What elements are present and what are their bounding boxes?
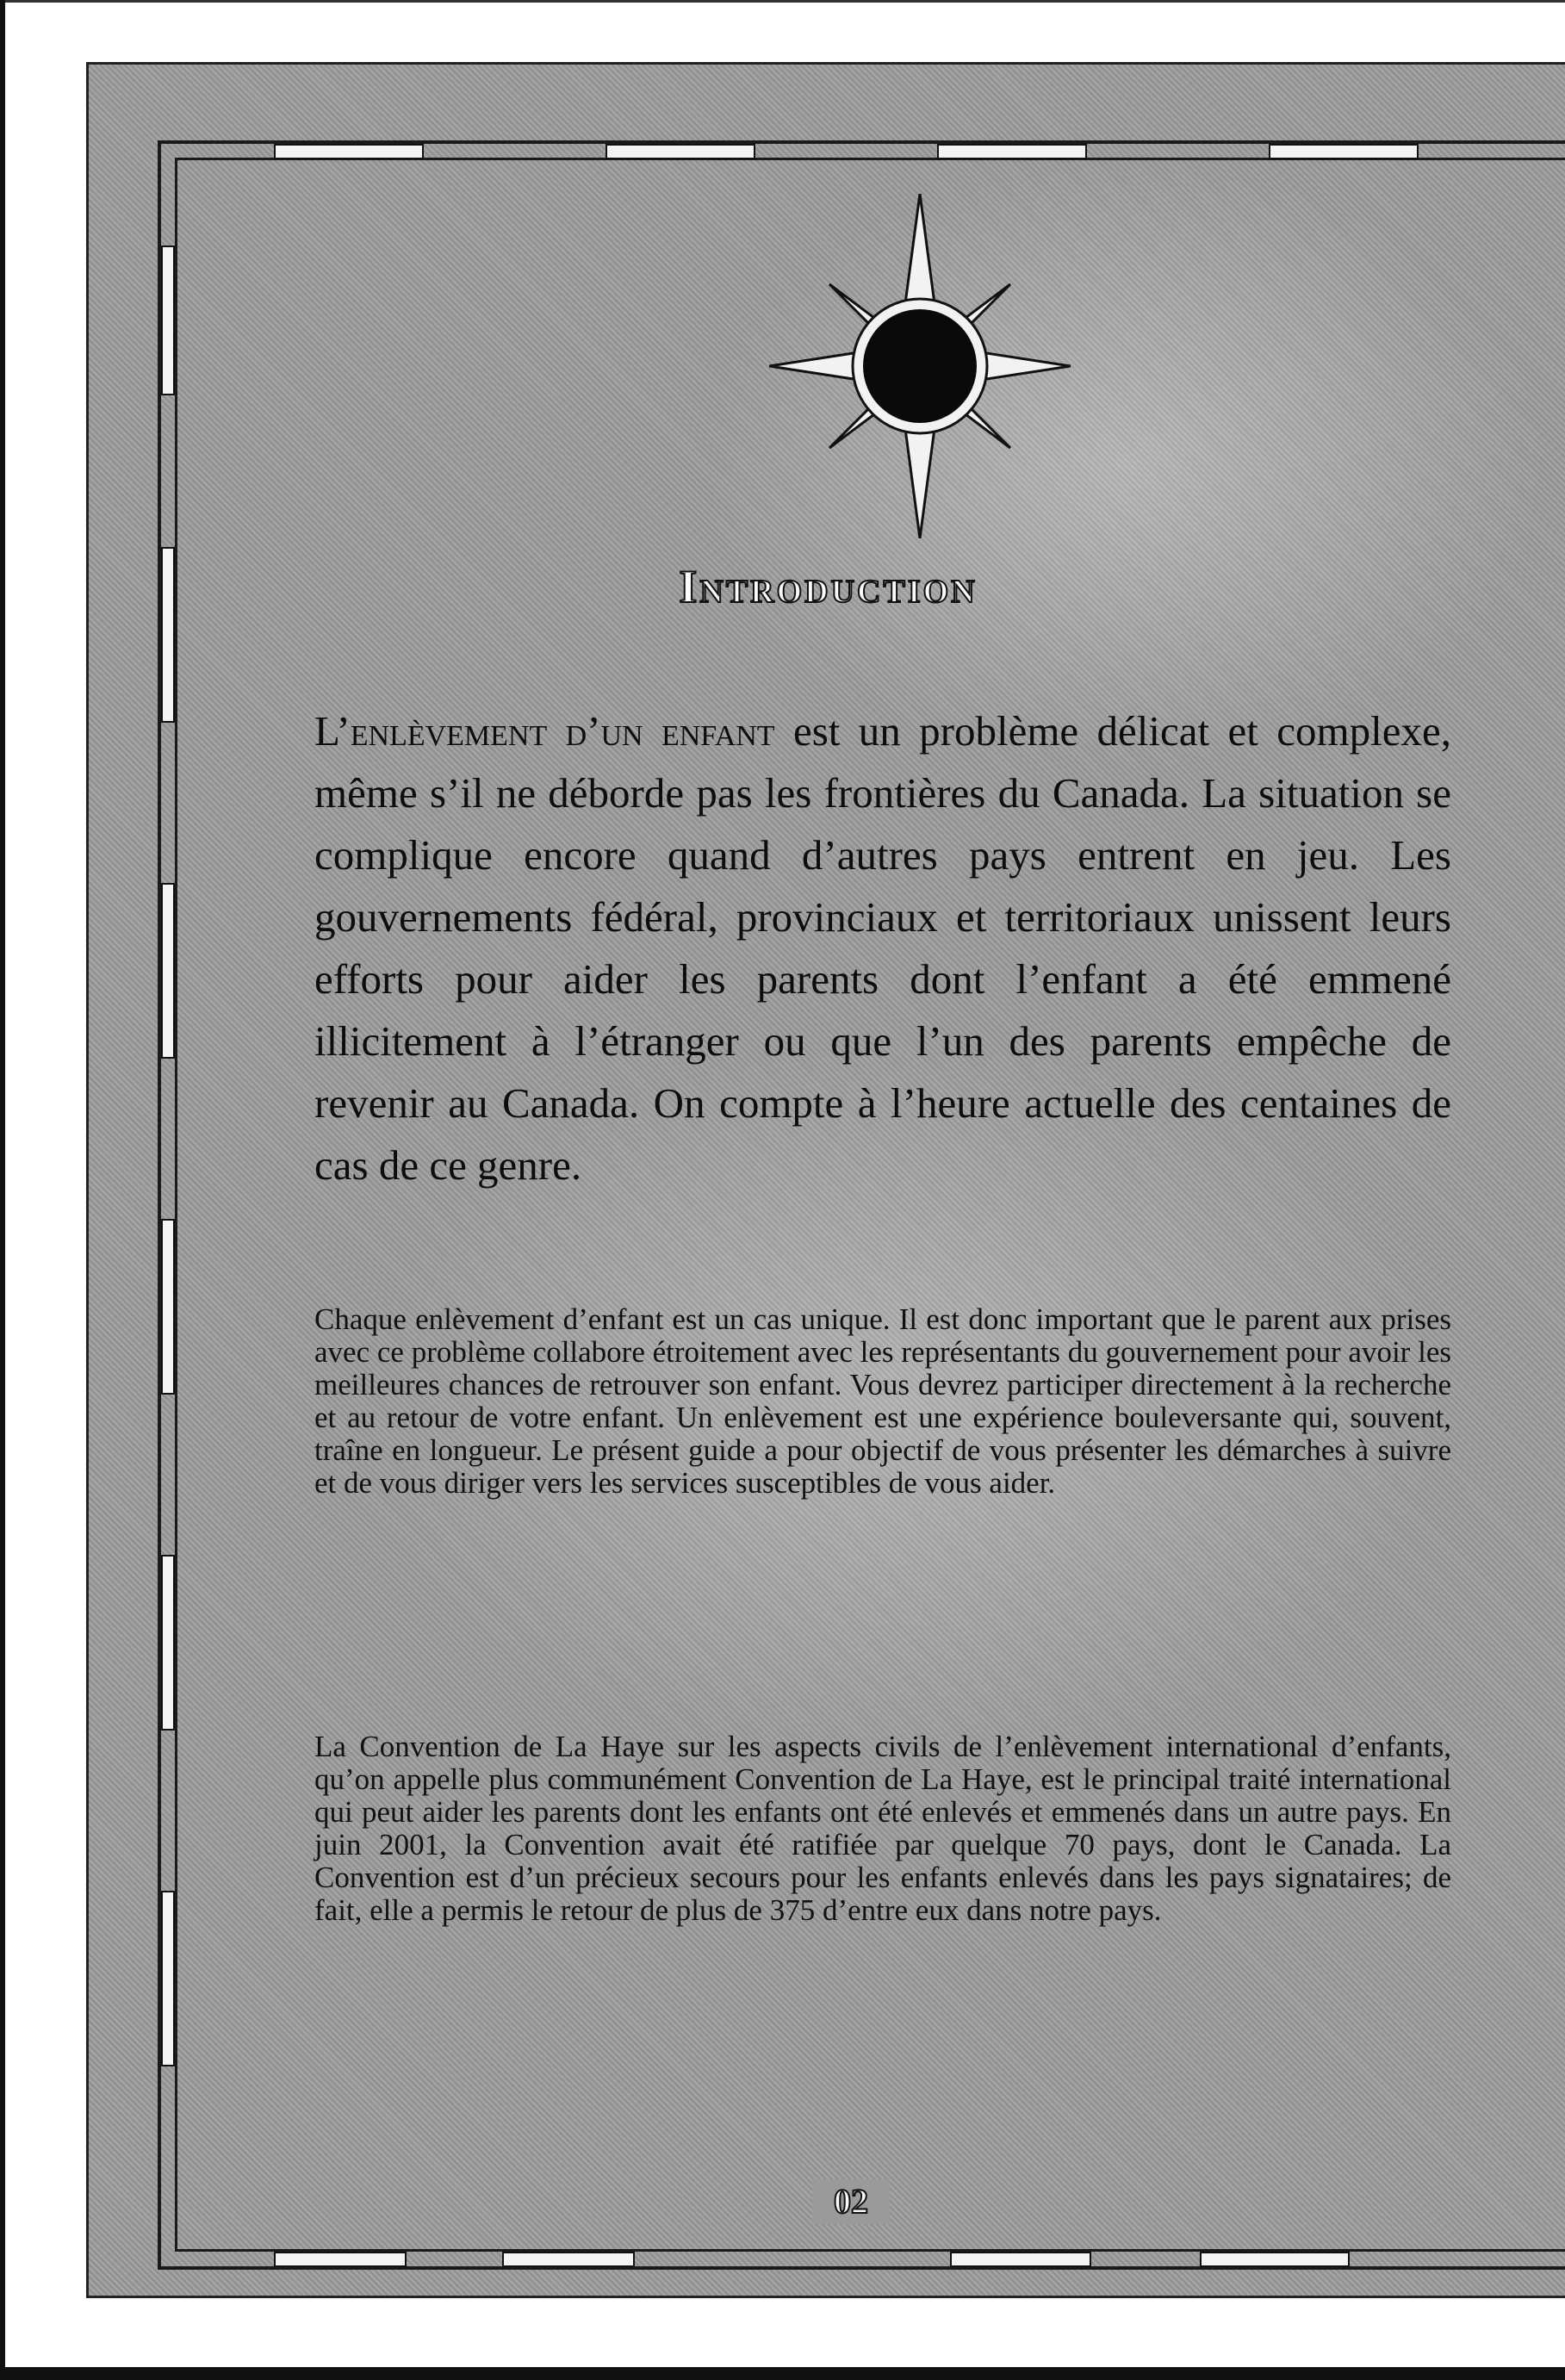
lead-in-rest: est un problème délicat et complexe, même s’il ne déborde pas les frontières du Canada. La situation se complique encore quand d’autres pays entrent en jeu. Les gouvernements fédéral, provinciaux et territoriaux unissent leurs efforts pour aider les parents dont l’enfant a été emmené illicitement à l’étranger ou que l’un des parents empêche de revenir au Canada. On compte à l’heure actuelle des centaines de cas de ce genre. [314, 707, 1451, 1189]
body-paragraph: La Convention de La Haye sur les aspects civils de l’enlèvement international d’enfants, qu’on appelle plus communément Convention de La Haye, est le principal traité international qui peut aider les parents dont les enfants ont été enlevés et emmenés dans un autre pays. En juin 2001, la Convention avait été ratifiée par quelque 70 pays, dont le Canada. La Convention est d’un précieux secours pour les enfants enlevés dans les pays signataires; de fait, elle a permis le retour de plus de 375 d’entre eux dans notre pays. [314, 1730, 1451, 1927]
intro-lead-paragraph [314, 700, 1451, 1196]
compass-rose-icon [769, 194, 1071, 538]
frame-dash [1269, 144, 1419, 159]
frame-dash [1200, 2252, 1350, 2267]
frame-dash [937, 144, 1087, 159]
page-number: 02 [812, 2179, 890, 2224]
page-title: Introduction [679, 561, 978, 612]
frame-dash [502, 2252, 635, 2267]
frame-dash [606, 144, 755, 159]
frame-dash [161, 1555, 175, 1731]
frame-left-inner [175, 158, 177, 2251]
page-edge-bottom [0, 2367, 1565, 2380]
body-paragraph: Chaque enlèvement d’enfant est un cas unique. Il est donc important que le parent aux prises avec ce problème collabore étroitement avec les représentants du gouvernement pour avoir les meilleures chances de retrouver son enfant. Vous devrez participer directement à la recherche et au retour de votre enfant. Un enlèvement est une expérience bouleversante qui, souvent, traîne en longueur. Le présent guide a pour objectif de vous présenter les démarches à suivre et de vous diriger vers les services susceptibles de vous aider. [314, 1302, 1451, 1500]
frame-dash [161, 245, 175, 395]
frame-dash [161, 883, 175, 1059]
page-edge-left [0, 0, 5, 2380]
frame-dash [274, 2252, 407, 2267]
frame-dash [950, 2252, 1091, 2267]
document-panel [86, 62, 1565, 2298]
frame-dash [161, 1891, 175, 2066]
frame-dash [161, 1219, 175, 1395]
frame-dash [274, 144, 424, 159]
lead-in-smallcaps: L’enlèvement d’un enfant [314, 707, 775, 755]
page-edge-top [0, 0, 1565, 3]
